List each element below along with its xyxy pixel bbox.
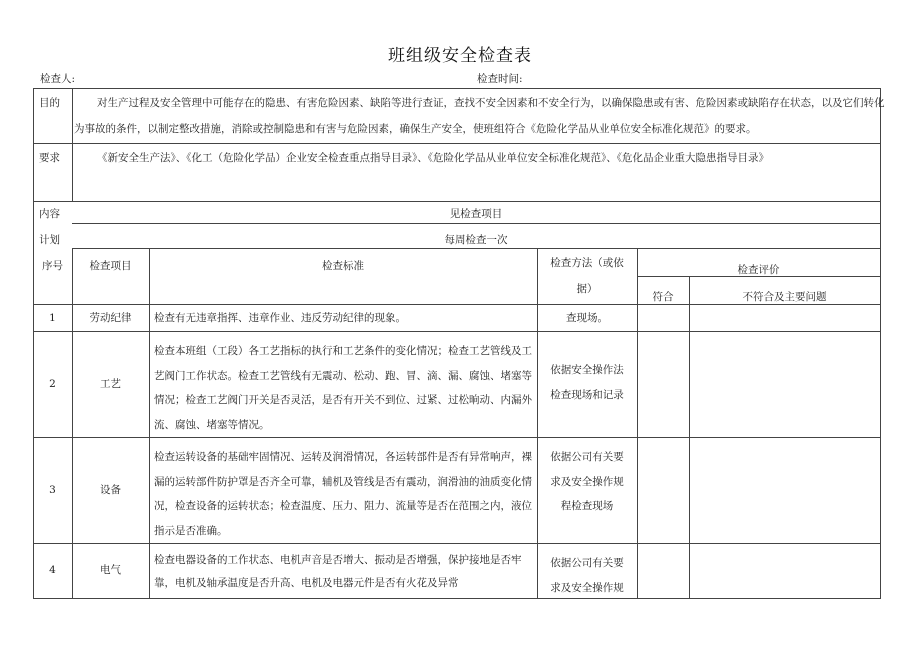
table-rule	[149, 248, 150, 598]
row-seq: 1	[49, 312, 56, 324]
table-border-left	[33, 88, 34, 598]
header-evaluation: 检查评价	[737, 264, 780, 276]
row-method	[537, 551, 637, 600]
table-rule	[72, 223, 881, 224]
row-method-line: 求及安全操作规	[550, 475, 624, 488]
header-nonconform: 不符合及主要问题	[742, 291, 827, 303]
row-standard-line: 检查电器设备的工作状态、电机声音是否增大、振动是否增强，保护接地是否牢	[154, 554, 522, 566]
row-method-line: 检查现场和记录	[550, 388, 624, 401]
purpose-text-line-2: 为事故的条件，以制定整改措施，消除或控制隐患和有害与危险因素，确保生产安全，使班组符合《危险化学品从业单位安全标准化规范》的要求。	[74, 123, 757, 135]
plan-text: 每周检查一次	[444, 234, 508, 246]
row-method-line: 依据公司有关要	[550, 451, 624, 463]
row-standard	[154, 339, 534, 437]
row-method-line: 程检查现场	[560, 500, 614, 512]
row-seq: 3	[49, 484, 56, 496]
header-standard: 检查标准	[322, 260, 364, 272]
row-standard-line: 指示是否准确。	[154, 524, 228, 537]
row-method-line: 求及安全操作规	[550, 581, 624, 594]
row-standard	[154, 549, 534, 595]
row-standard-line: 检查运转设备的基础牢固情况、运转及润滑情况，各运转部件是否有异常响声，裸	[154, 451, 532, 463]
row-item: 设备	[100, 484, 121, 496]
purpose-label: 目的	[39, 97, 60, 109]
row-standard-line: 漏的运转部件防护罩是否齐全可靠，辅机及管线是否有震动，润滑油的油质变化情	[154, 475, 532, 488]
table-border-bottom	[33, 598, 881, 599]
content-label: 内容	[39, 208, 60, 220]
requirements-label: 要求	[39, 152, 60, 164]
row-method-line: 依据安全操作法	[550, 364, 624, 376]
row-standard-line: 检查本班组（工段）各工艺指标的执行和工艺条件的变化情况；检查工艺管线及工	[154, 345, 532, 357]
inspection-time-label: 检查时间:	[477, 73, 523, 85]
row-standard-line: 艺阀门工作状态。检查工艺管线有无震动、松动、跑、冒、滴、漏、腐蚀、堵塞等	[154, 369, 532, 382]
table-border-right	[880, 88, 881, 599]
table-border-top	[33, 88, 881, 89]
page-title: 班组级安全检查表	[388, 46, 532, 66]
requirements-text: 《新安全生产法》、《化工（危险化学品）企业安全检查重点指导目录》、《危险化学品从业单位安全标准化规范》、《危化品企业重大隐患指导目录》	[97, 152, 769, 164]
header-item: 检查项目	[89, 260, 132, 272]
row-standard-line: 靠，电机及轴承温度是否升高、电机及电器元件是否有火花及异常	[154, 577, 459, 589]
inspector-label: 检查人:	[40, 73, 76, 85]
row-seq: 2	[49, 378, 56, 390]
table-rule	[33, 143, 881, 144]
table-rule	[33, 543, 881, 544]
row-method-line: 依据公司有关要	[550, 557, 624, 569]
row-standard-line: 情况；检查工艺阀门开关是否灵活，是否有开关不到位、过紧、过松晌动、内漏外	[154, 394, 532, 406]
row-standard-line: 况，检查设备的运转状态；检查温度、压力、阻力、流量等是否在范围之内，液位	[154, 500, 532, 512]
purpose-text-line-1: 对生产过程及安全管理中可能存在的隐患、有害危险因素、缺陷等进行查证，查找不安全因素和不安全行为，以确保隐患或有害、危险因素或缺陷存在状态，以及它们转化	[97, 97, 885, 109]
table-rule	[689, 276, 690, 598]
row-standard	[154, 445, 534, 543]
table-rule	[72, 248, 73, 598]
row-item: 电气	[100, 564, 121, 576]
table-rule	[72, 248, 881, 249]
table-rule	[33, 331, 881, 332]
content-text: 见检查项目	[449, 208, 503, 220]
row-method-line: 查现场。	[566, 312, 608, 324]
table-rule	[537, 248, 538, 598]
row-standard-line: 流、腐蚀、堵塞等情况。	[154, 418, 270, 431]
row-method	[537, 358, 637, 407]
row-standard-line: 检查有无违章指挥、违章作业、违反劳动纪律的现象。	[154, 312, 406, 324]
table-rule	[33, 437, 881, 438]
plan-label: 计划	[39, 234, 60, 246]
table-rule	[33, 201, 881, 202]
row-seq: 4	[49, 564, 56, 576]
header-method-line-2: 据）	[576, 283, 598, 295]
table-rule	[72, 88, 73, 201]
header-seq: 序号	[42, 260, 63, 272]
row-item: 工艺	[100, 378, 121, 390]
header-conform: 符合	[652, 291, 674, 303]
header-method-line-1: 检查方法（或依	[550, 257, 624, 269]
row-item: 劳动纪律	[89, 312, 132, 324]
row-method	[537, 445, 637, 519]
